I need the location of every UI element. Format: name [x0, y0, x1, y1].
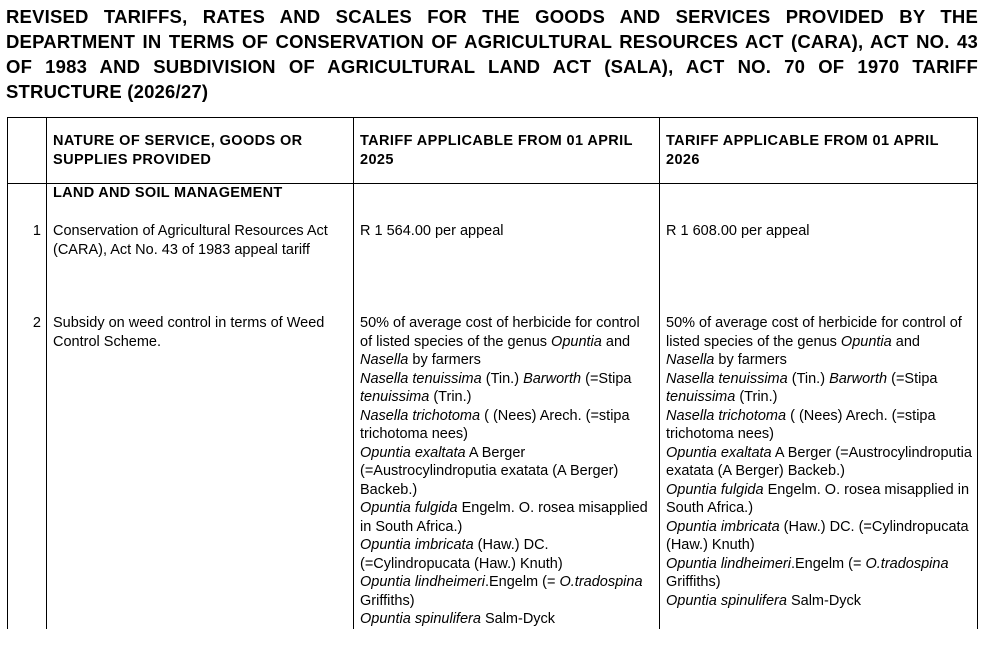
row-tariff-2026: 50% of average cost of herbicide for control of listed species of the genus Opuntia and Nasella by farmers Nasella tenuissima (Tin.) Barworth (=Stipa tenuissima (Trin.) Nasella trichotoma ( (Nees) Arech. (=stipa trichotoma nees) Opuntia exaltata A Berger (=Austrocylindroputia exatata (A Berger) Backeb.) Opuntia fulgida Engelm. O. rosea misapplied in South Africa.) Opuntia imbricata (Haw.) DC. (=Cylindropucata (Haw.) Knuth) Opuntia lindheimeri.Engelm (= O.tradospina Griffiths) Opuntia spinulifera Salm-Dyck — [660, 314, 978, 629]
table-header-row — [8, 118, 978, 184]
row-tariff-2026: R 1 608.00 per appeal — [660, 222, 978, 314]
row-nature: Subsidy on weed control in terms of Weed Control Scheme. — [47, 314, 354, 629]
row-number: 1 — [8, 222, 47, 314]
section-row — [8, 184, 978, 223]
header-tariff-2026: TARIFF APPLICABLE FROM 01 APRIL 2026 — [660, 118, 978, 184]
header-tariff-2025: TARIFF APPLICABLE FROM 01 APRIL 2025 — [354, 118, 660, 184]
row-nature: Conservation of Agricultural Resources Act (CARA), Act No. 43 of 1983 appeal tariff — [47, 222, 354, 314]
row-number: 2 — [8, 314, 47, 629]
document-title: REVISED TARIFFS, RATES AND SCALES FOR THE GOODS AND SERVICES PROVIDED BY THE DEPARTMENT IN TERMS OF CONSERVATION OF AGRICULTURAL RESOURCES ACT (CARA), ACT NO. 43 OF 1983 AND SUBDIVISION OF AGRICULTURAL LAND ACT (SALA), ACT NO. 70 OF 1970 TARIFF STRUCTURE (2026/27) — [6, 6, 978, 102]
header-nature: NATURE OF SERVICE, GOODS OR SUPPLIES PROVIDED — [47, 118, 354, 184]
tariff-table — [7, 117, 978, 629]
header-number-cell — [8, 118, 47, 184]
table-row — [8, 222, 978, 314]
row-tariff-2025: R 1 564.00 per appeal — [354, 222, 660, 314]
row-tariff-2025: 50% of average cost of herbicide for control of listed species of the genus Opuntia and Nasella by farmers Nasella tenuissima (Tin.) Barworth (=Stipa tenuissima (Trin.) Nasella trichotoma ( (Nees) Arech. (=stipa trichotoma nees) Opuntia exaltata A Berger (=Austrocylindroputia exatata (A Berger) Backeb.) Opuntia fulgida Engelm. O. rosea misapplied in South Africa.) Opuntia imbricata (Haw.) DC. (=Cylindropucata (Haw.) Knuth) Opuntia lindheimeri.Engelm (= O.tradospina Griffiths) Opuntia spinulifera Salm-Dyck — [354, 314, 660, 629]
table-row — [8, 314, 978, 629]
section-label: LAND AND SOIL MANAGEMENT — [47, 184, 354, 223]
